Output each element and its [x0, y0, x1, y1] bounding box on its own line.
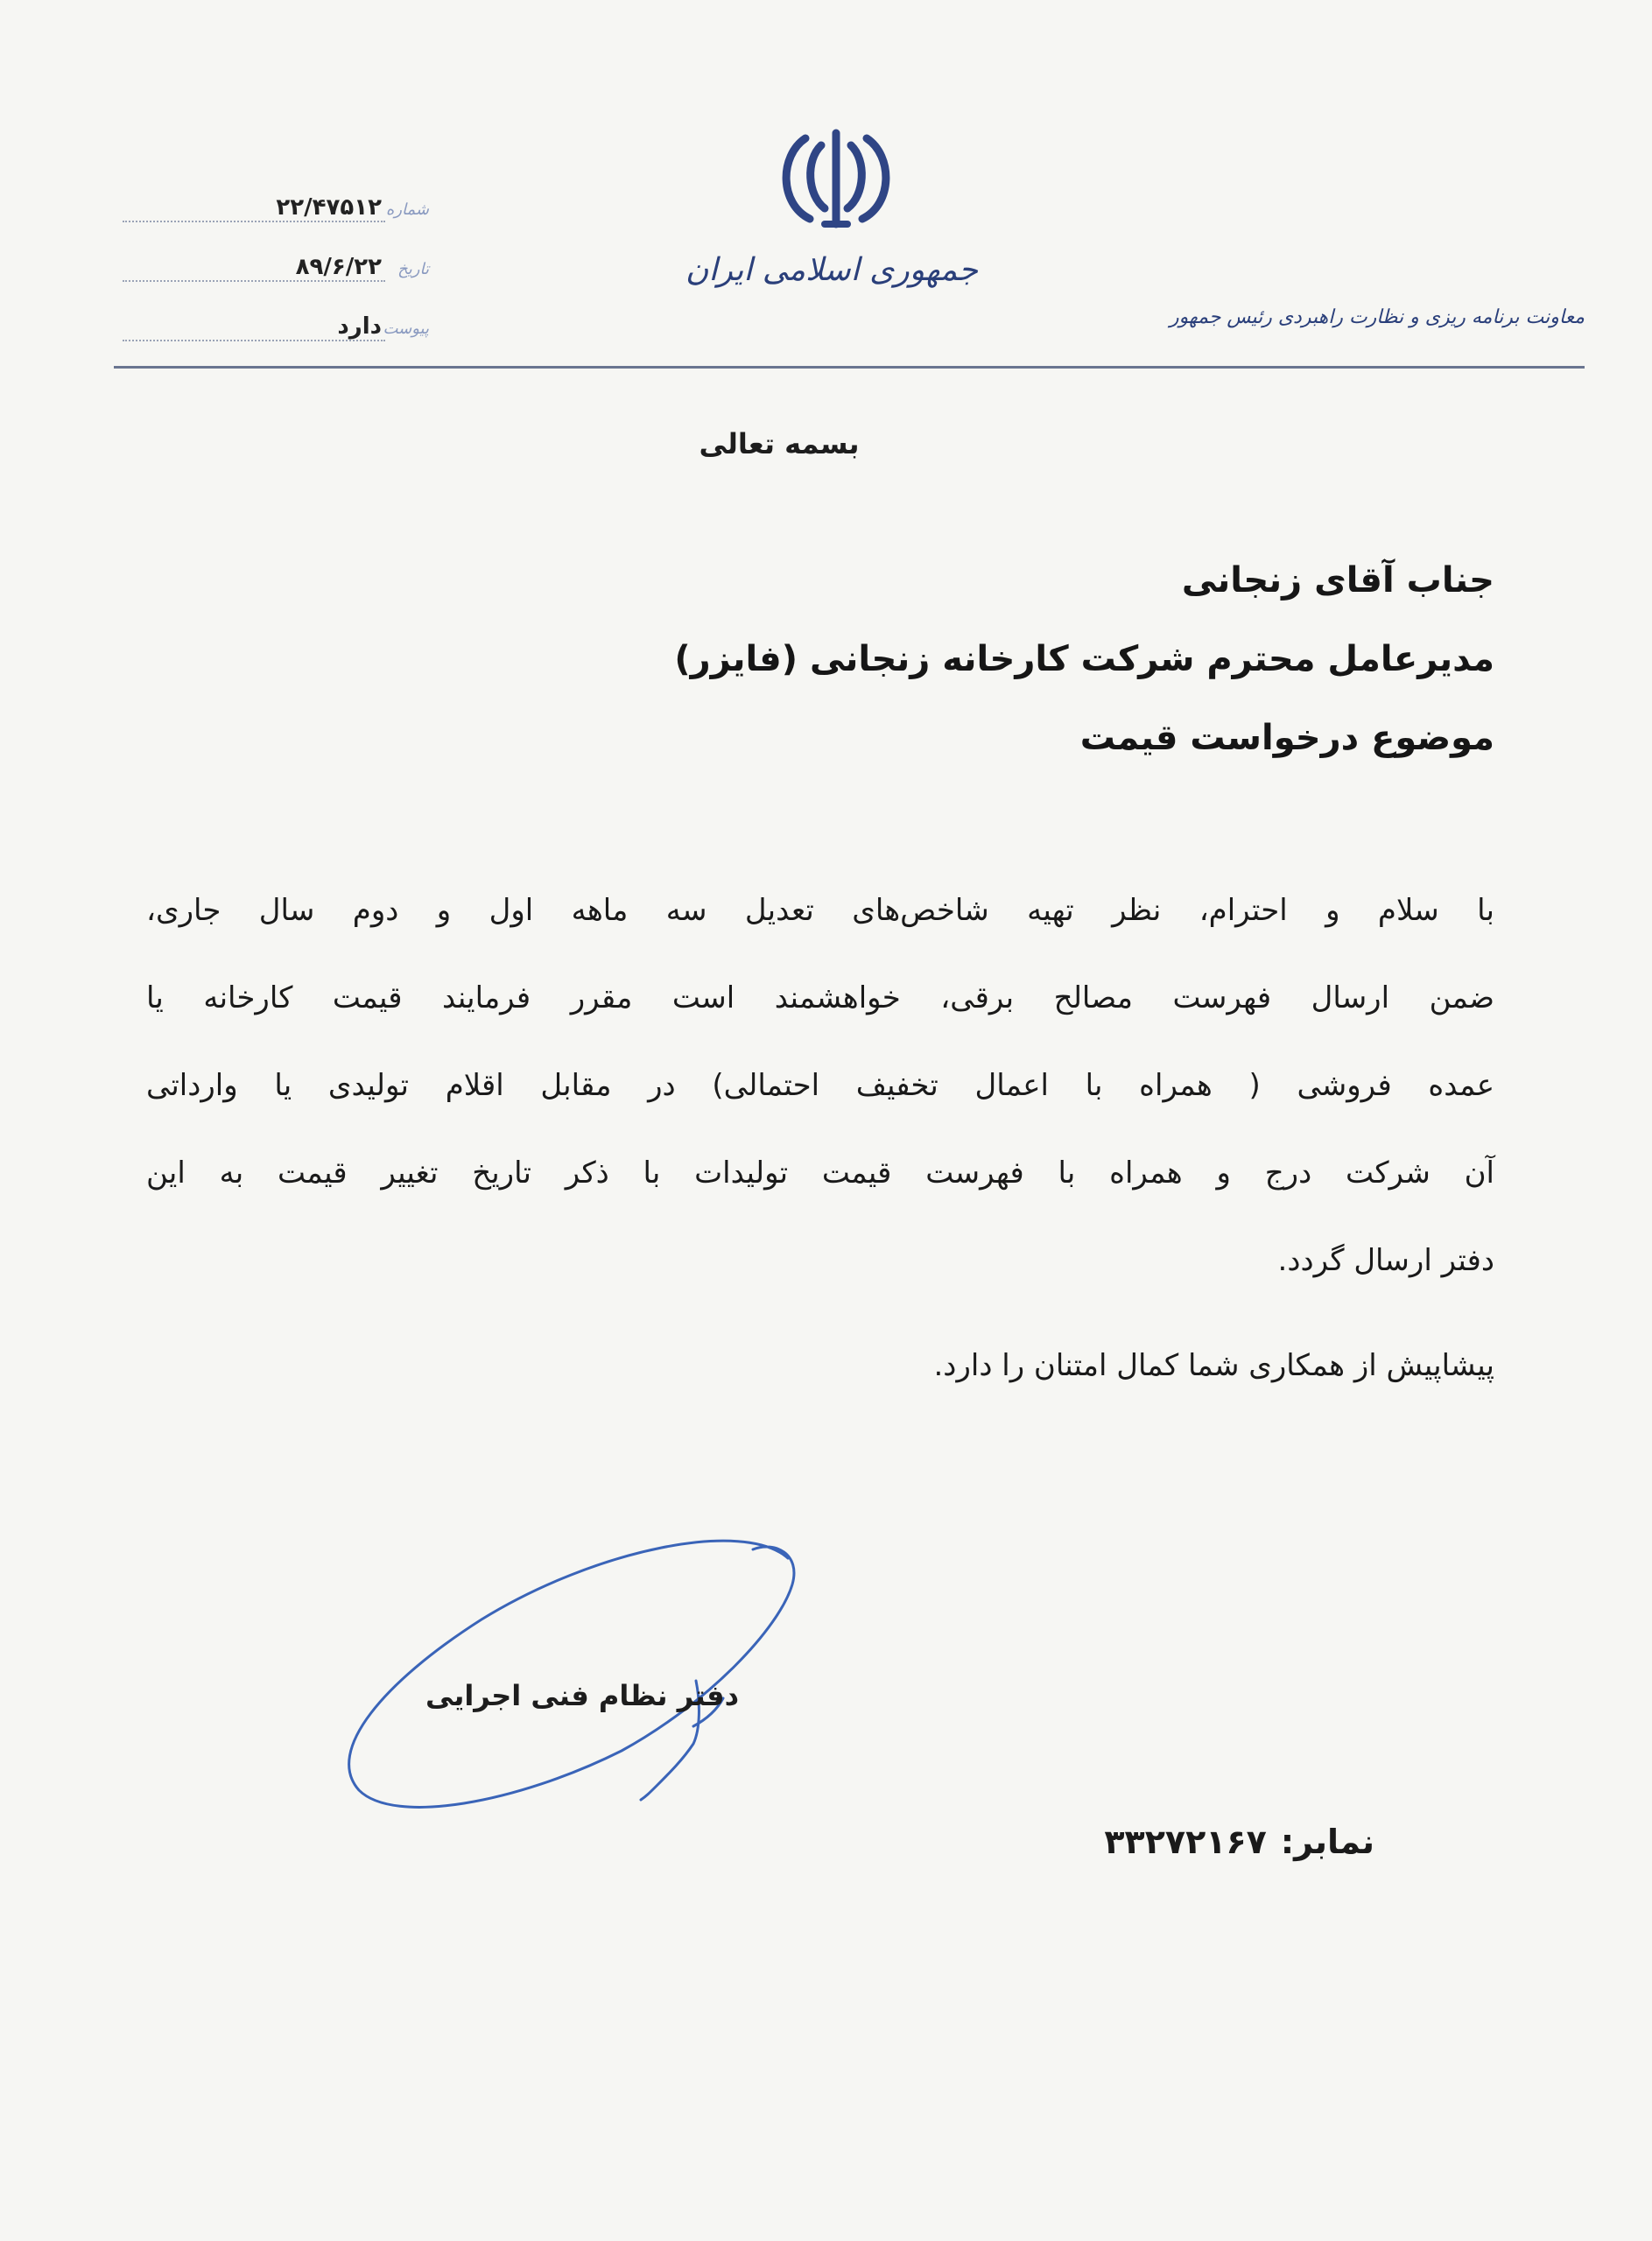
addressee-block: [444, 541, 1494, 777]
header-divider: [114, 366, 1585, 369]
letter-date-label: تاریخ: [397, 260, 429, 278]
body-line: با سلام و احترام، نظر تهیه شاخص‌های تعدیل سه ماهه اول و دوم سال جاری،: [146, 893, 1494, 928]
letter-number-label: شماره: [385, 200, 429, 219]
attachment-row: [123, 306, 429, 341]
signer-name: دفتر نظام فنی اجرایی: [425, 1679, 740, 1712]
addressee-title: مدیرعامل محترم شرکت کارخانه زنجانی (فایزر): [674, 639, 1494, 679]
body-line: دفتر ارسال گردد.: [1277, 1243, 1494, 1278]
closing-line: پیشاپیش از همکاری شما کمال امتنان را دارد.: [933, 1348, 1494, 1383]
letter-date-row: [123, 247, 429, 282]
letter-number-value: ۲۲/۴۷۵۱۲: [123, 194, 385, 222]
addressee-name: جناب آقای زنجانی: [1181, 560, 1494, 601]
letter-number-row: [123, 187, 429, 222]
basmala: بسمه تعالی: [699, 427, 860, 460]
fax-label: نمابر:: [1280, 1823, 1374, 1861]
attachment-value: دارد: [123, 313, 385, 341]
body-line: آن شرکت درج و همراه با فهرست قیمت تولیدات با ذکر تاریخ تغییر قیمت به این: [146, 1156, 1494, 1191]
organization-name: معاونت برنامه ریزی و نظارت راهبردی رئیس جمهور: [1169, 306, 1585, 328]
republic-title: جمهوری اسلامی ایران: [685, 252, 978, 288]
iran-emblem-icon: [770, 121, 902, 235]
body-line: عمده فروشی ( همراه با اعمال تخفیف احتمالی) در مقابل اقلام تولیدی یا وارداتی: [146, 1068, 1494, 1103]
fax-number: ۳۳۲۷۲۱۶۷: [1104, 1823, 1267, 1861]
fax-line: [1007, 1823, 1374, 1861]
letter-date-value: ۸۹/۶/۲۲: [123, 254, 385, 282]
letter-body: [146, 867, 1494, 1304]
attachment-label: پیوست: [383, 320, 429, 338]
body-line: ضمن ارسال فهرست مصالح برقی، خواهشمند است مقرر فرمایند قیمت کارخانه یا: [146, 980, 1494, 1015]
letter-subject: موضوع درخواست قیمت: [1079, 718, 1494, 758]
signature-block: [333, 1523, 823, 1838]
